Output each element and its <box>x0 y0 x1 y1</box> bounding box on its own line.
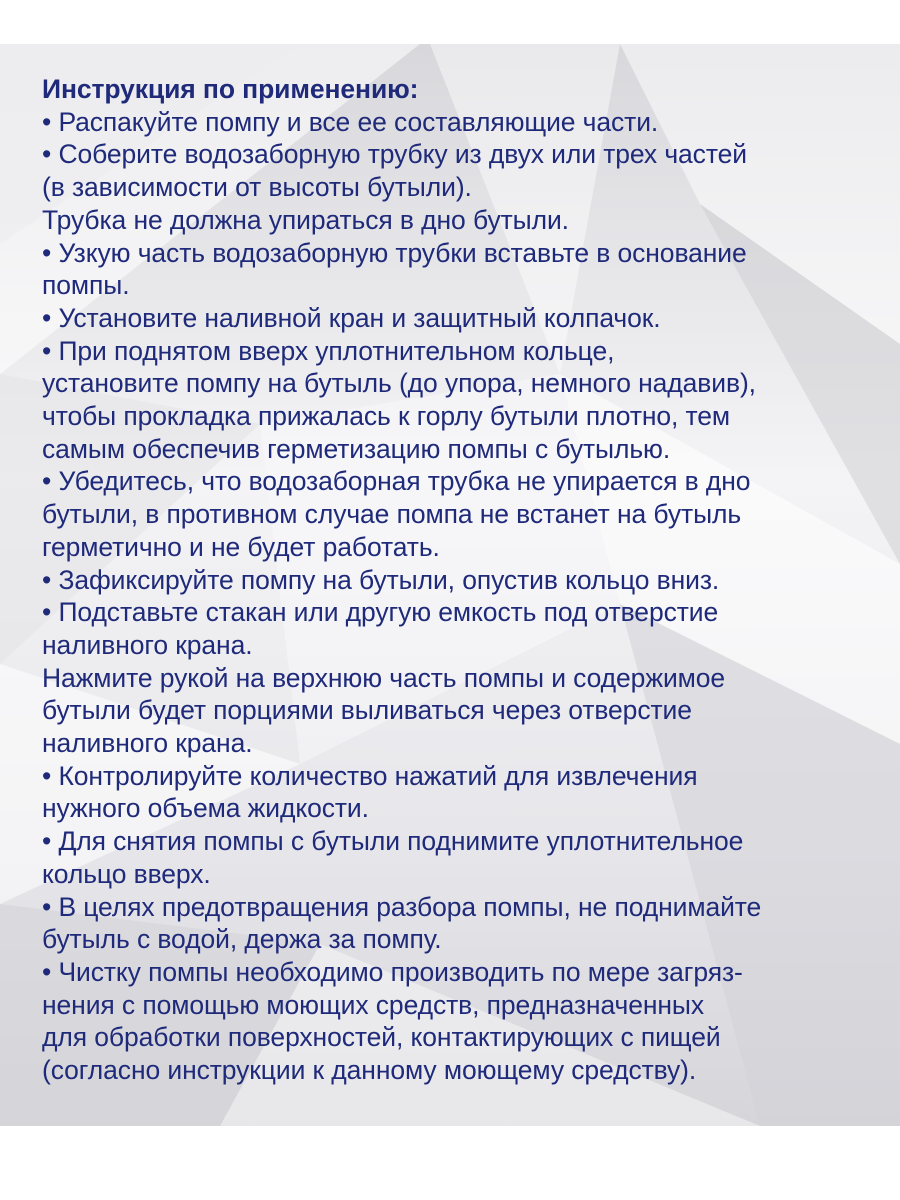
instruction-line: бутыли будет порциями выливаться через отверстие <box>42 695 692 726</box>
instruction-line: нения с помощью моющих средств, предназначенных <box>42 989 705 1020</box>
instruction-title: Инструкция по применению: <box>42 74 419 104</box>
instruction-line: для обработки поверхностей, контактирующих с пищей <box>42 1022 721 1053</box>
instruction-line: • Соберите водозаборную трубку из двух или трех частей <box>42 139 747 170</box>
instruction-line: самым обеспечив герметизацию помпы с бутылью. <box>42 433 671 464</box>
instruction-line: помпы. <box>42 270 130 301</box>
instruction-line: бутыль с водой, держа за помпу. <box>42 924 442 955</box>
instruction-line: • Установите наливной кран и защитный колпачок. <box>42 302 661 333</box>
instruction-line: Нажмите рукой на верхнюю часть помпы и содержимое <box>42 662 726 693</box>
instruction-line: Трубка не должна упираться в дно бутыли. <box>42 204 569 235</box>
instruction-line: кольцо вверх. <box>42 858 211 889</box>
instruction-line: • Узкую часть водозаборную трубки вставьте в основание <box>42 237 747 268</box>
instruction-line: установите помпу на бутыль (до упора, немного надавив), <box>42 368 756 399</box>
instruction-line: • Зафиксируйте помпу на бутыли, опустив кольцо вниз. <box>42 564 720 595</box>
instruction-line: • Для снятия помпы с бутыли поднимите уплотнительное <box>42 826 744 857</box>
instruction-line: наливного крана. <box>42 728 253 759</box>
instruction-line: наливного крана. <box>42 629 253 660</box>
instruction-line: • Контролируйте количество нажатий для извлечения <box>42 760 698 791</box>
instruction-text-block <box>42 73 872 1087</box>
instruction-line: чтобы прокладка прижалась к горлу бутыли плотно, тем <box>42 401 731 432</box>
instruction-line: • Распакуйте помпу и все ее составляющие части. <box>42 106 659 137</box>
instruction-line: • При поднятом вверх уплотнительном кольце, <box>42 335 615 366</box>
instruction-line: • Чистку помпы необходимо производить по мере загряз- <box>42 956 743 987</box>
instruction-line: (в зависимости от высоты бутыли). <box>42 172 472 203</box>
instruction-line: • Подставьте стакан или другую емкость под отверстие <box>42 597 719 628</box>
instruction-line: • Убедитесь, что водозаборная трубка не упирается в дно <box>42 466 751 497</box>
instruction-line: бутыли, в противном случае помпа не встанет на бутыль <box>42 499 742 530</box>
instruction-line: герметично и не будет работать. <box>42 531 440 562</box>
instruction-line: (согласно инструкции к данному моющему средству). <box>42 1055 697 1086</box>
instruction-line: • В целях предотвращения разбора помпы, не поднимайте <box>42 891 762 922</box>
instruction-line: нужного объема жидкости. <box>42 793 369 824</box>
